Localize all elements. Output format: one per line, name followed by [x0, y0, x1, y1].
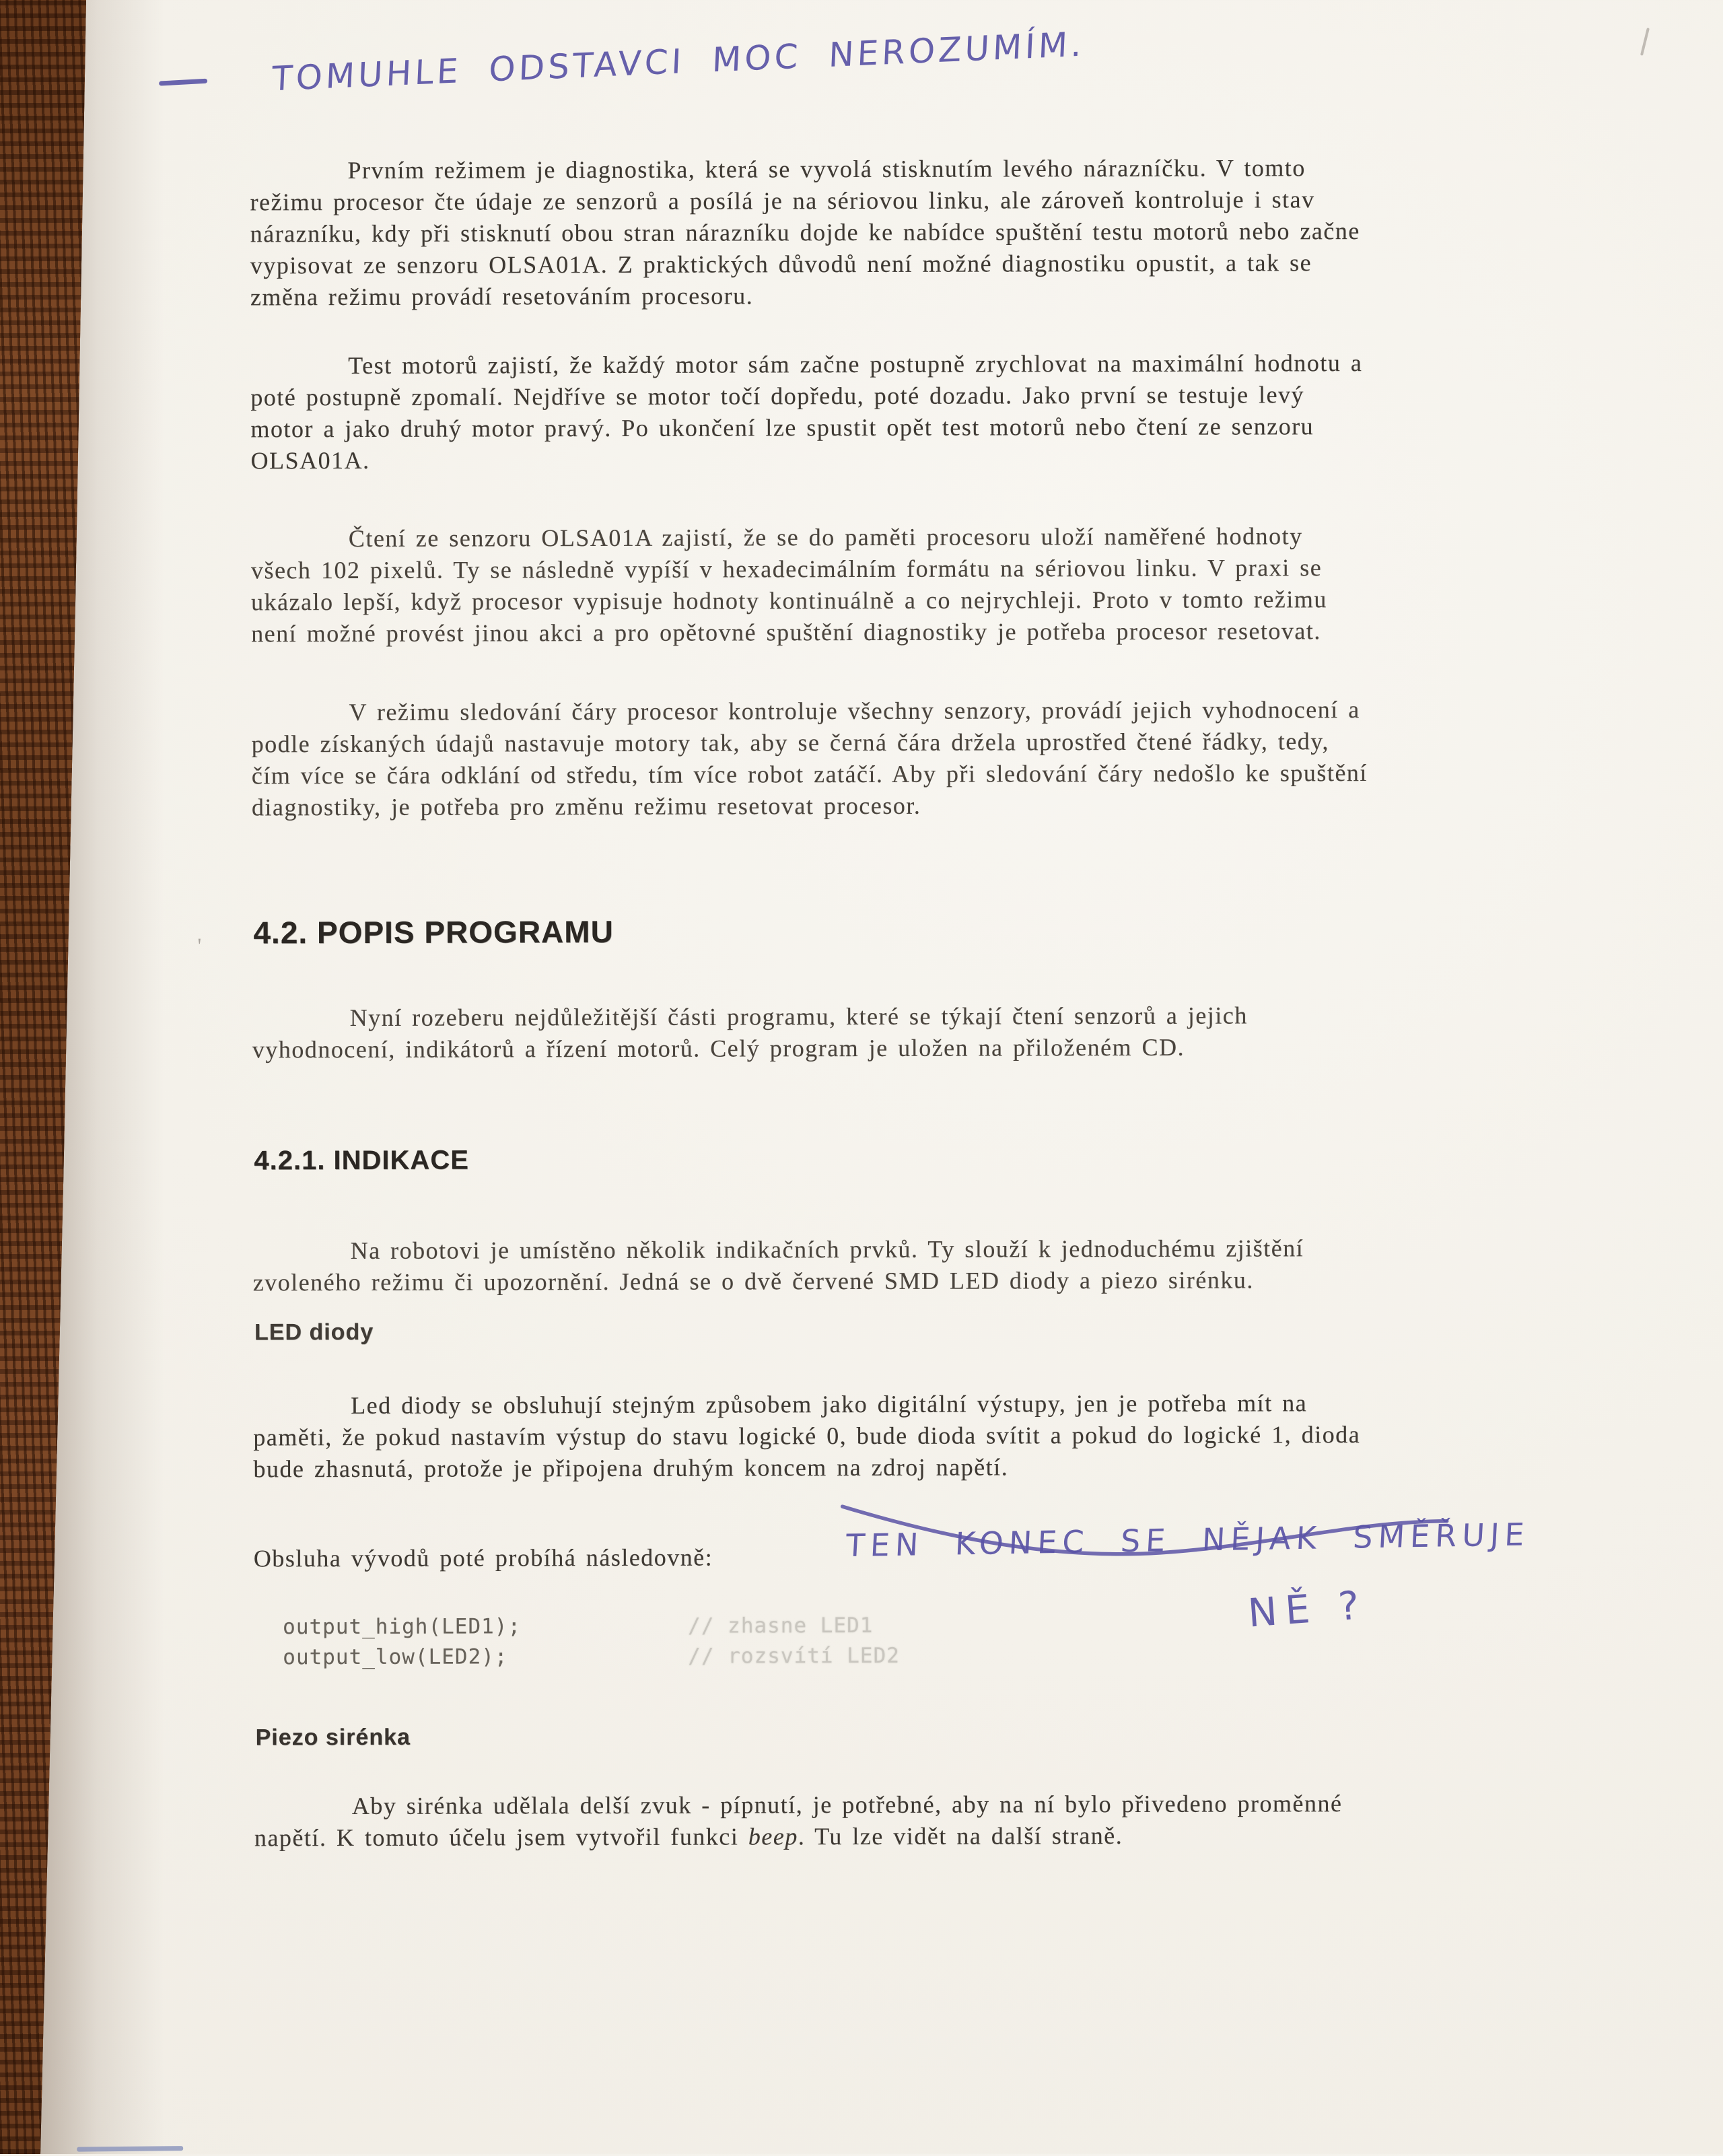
text-line: Čtení ze senzoru OLSA01A zajistí, že se do paměti procesoru uloží naměřené hodnoty: [348, 522, 1303, 552]
code-line: [283, 1642, 900, 1673]
code-intro-line: Obsluha vývodů poté probíhá následovně:: [253, 1543, 713, 1572]
code-statement: output_high(LED1);: [283, 1614, 522, 1640]
code-comment: // zhasne LED1: [688, 1613, 874, 1638]
text-segment: napětí. K tomuto účelu jsem vytvořil funkci: [254, 1823, 748, 1852]
paragraph-piezo: [254, 1788, 1343, 1854]
text-line: Nyní rozeberu nejdůležitější části programu, které se týkají čtení senzorů a jejich: [349, 1002, 1248, 1031]
text-line: Na robotovi je umístěno několik indikačních prvků. Ty slouží k jednoduchému zjištění: [350, 1235, 1304, 1264]
text-line: změna režimu provádí resetováním procesoru.: [250, 282, 754, 311]
text-line: zvoleného režimu či upozornění. Jedná se o dvě červené SMD LED diody a piezo sirénku.: [252, 1266, 1254, 1296]
text-line: Led diody se obsluhují stejným způsobem jako digitální výstupy, jen je potřeba mít na: [351, 1389, 1308, 1419]
text-line: vypisovat ze senzoru OLSA01A. Z praktických důvodů není možné diagnostiku opustit, a tak se: [250, 249, 1312, 279]
text-line: Aby sirénka udělala delší zvuk - pípnutí, je potřebné, aby na ní bylo přivedeno proměnné: [351, 1790, 1343, 1819]
text-line: čím více se čára odklání od středu, tím více robot zatáčí. Aby při sledování čáry nedošlo ke spuštění: [251, 759, 1368, 790]
subsection-heading-4-2-1: 4.2.1. INDIKACE: [254, 1145, 469, 1176]
text-segment: . Tu lze vidět na další straně.: [798, 1821, 1123, 1850]
text-line: Prvním režimem je diagnostika, která se vyvolá stisknutím levého nárazníčku. V tomto: [347, 154, 1306, 184]
paragraph-test-motoru: [250, 347, 1363, 477]
led-diody-subheading: LED diody: [254, 1319, 374, 1346]
text-line: podle získaných údajů nastavuje motory tak, aby se černá čára držela uprostřed čtené řádky, tedy,: [251, 728, 1329, 758]
handwritten-margin-note: TEN KONEC SE NĚJAK SMĚŘUJE: [845, 1516, 1531, 1564]
text-line: bude zhasnutá, protože je připojena druhým koncem na zdroj napětí.: [253, 1453, 1009, 1483]
text-line: V režimu sledování čáry procesor kontroluje všechny senzory, provádí jejich vyhodnocení a: [349, 696, 1360, 726]
handwritten-margin-note-question: NĚ ?: [1246, 1581, 1369, 1636]
code-statement: output_low(LED2);: [283, 1644, 508, 1670]
text-line: všech 102 pixelů. Ty se následně vypíší v hexadecimálním formátu na sériovou linku. V praxi se: [250, 554, 1323, 584]
handwritten-top-note: TOMUHLE ODSTAVCI MOC NEROZUMÍM.: [271, 24, 1086, 99]
paragraph-popis-intro: [252, 1000, 1248, 1066]
text-line: nárazníku, kdy při stisknutí obou stran nárazníku dojde ke nabídce spuštění testu motorů nebo začne: [250, 217, 1360, 248]
text-line: Test motorů zajistí, že každý motor sám začne postupně zrychlovat na maximální hodnotu a: [348, 349, 1363, 379]
paragraph-diagnostika: [250, 152, 1360, 313]
section-heading-4-2: 4.2. POPIS PROGRAMU: [253, 913, 614, 950]
text-line: poté postupně zpomalí. Nejdříve se motor točí dopředu, poté dozadu. Jako první se testuje levý: [250, 381, 1305, 411]
code-comment: // rozsvítí LED2: [688, 1643, 900, 1669]
text-line: motor a jako druhý motor pravý. Po ukončení lze spustit opět test motorů nebo čtení ze senzoru: [250, 413, 1314, 443]
faint-pen-mark: ': [197, 933, 202, 958]
text-line: režimu procesor čte údaje ze senzorů a posílá je na sériovou linku, ale zároveň kontroluje i stav: [250, 186, 1315, 216]
piezo-subheading: Piezo sirénka: [255, 1724, 411, 1751]
paragraph-cteni-senzoru: [251, 520, 1327, 650]
text-line: OLSA01A.: [250, 446, 370, 475]
pen-dash-bottom-left: [77, 2146, 183, 2152]
text-line: vyhodnocení, indikátorů a řízení motorů. Celý program je uložen na přiloženém CD.: [252, 1033, 1185, 1064]
text-line: není možné provést jinou akci a pro opětovné spuštění diagnostiky je potřeba procesor resetovat.: [251, 617, 1321, 648]
pen-tick-mark: [1640, 28, 1650, 56]
text-line: [254, 1819, 1343, 1854]
paragraph-led-diody: [253, 1387, 1360, 1485]
code-block: [283, 1611, 900, 1673]
code-line: [283, 1611, 874, 1642]
text-line: paměti, že pokud nastavím výstup do stavu logické 0, bude dioda svítit a pokud do logické 1, dioda: [253, 1421, 1361, 1451]
text-line: diagnostiky, je potřeba pro změnu režimu resetovat procesor.: [251, 792, 921, 821]
paragraph-indikace-intro: [253, 1232, 1304, 1298]
italic-function-name: beep: [748, 1823, 798, 1850]
text-line: ukázalo lepší, když procesor vypisuje hodnoty kontinuálně a co nejrychleji. Proto v tomto režimu: [251, 586, 1327, 616]
paragraph-sledovani-cary: [252, 694, 1368, 823]
handwritten-dash-mark: [159, 79, 207, 86]
